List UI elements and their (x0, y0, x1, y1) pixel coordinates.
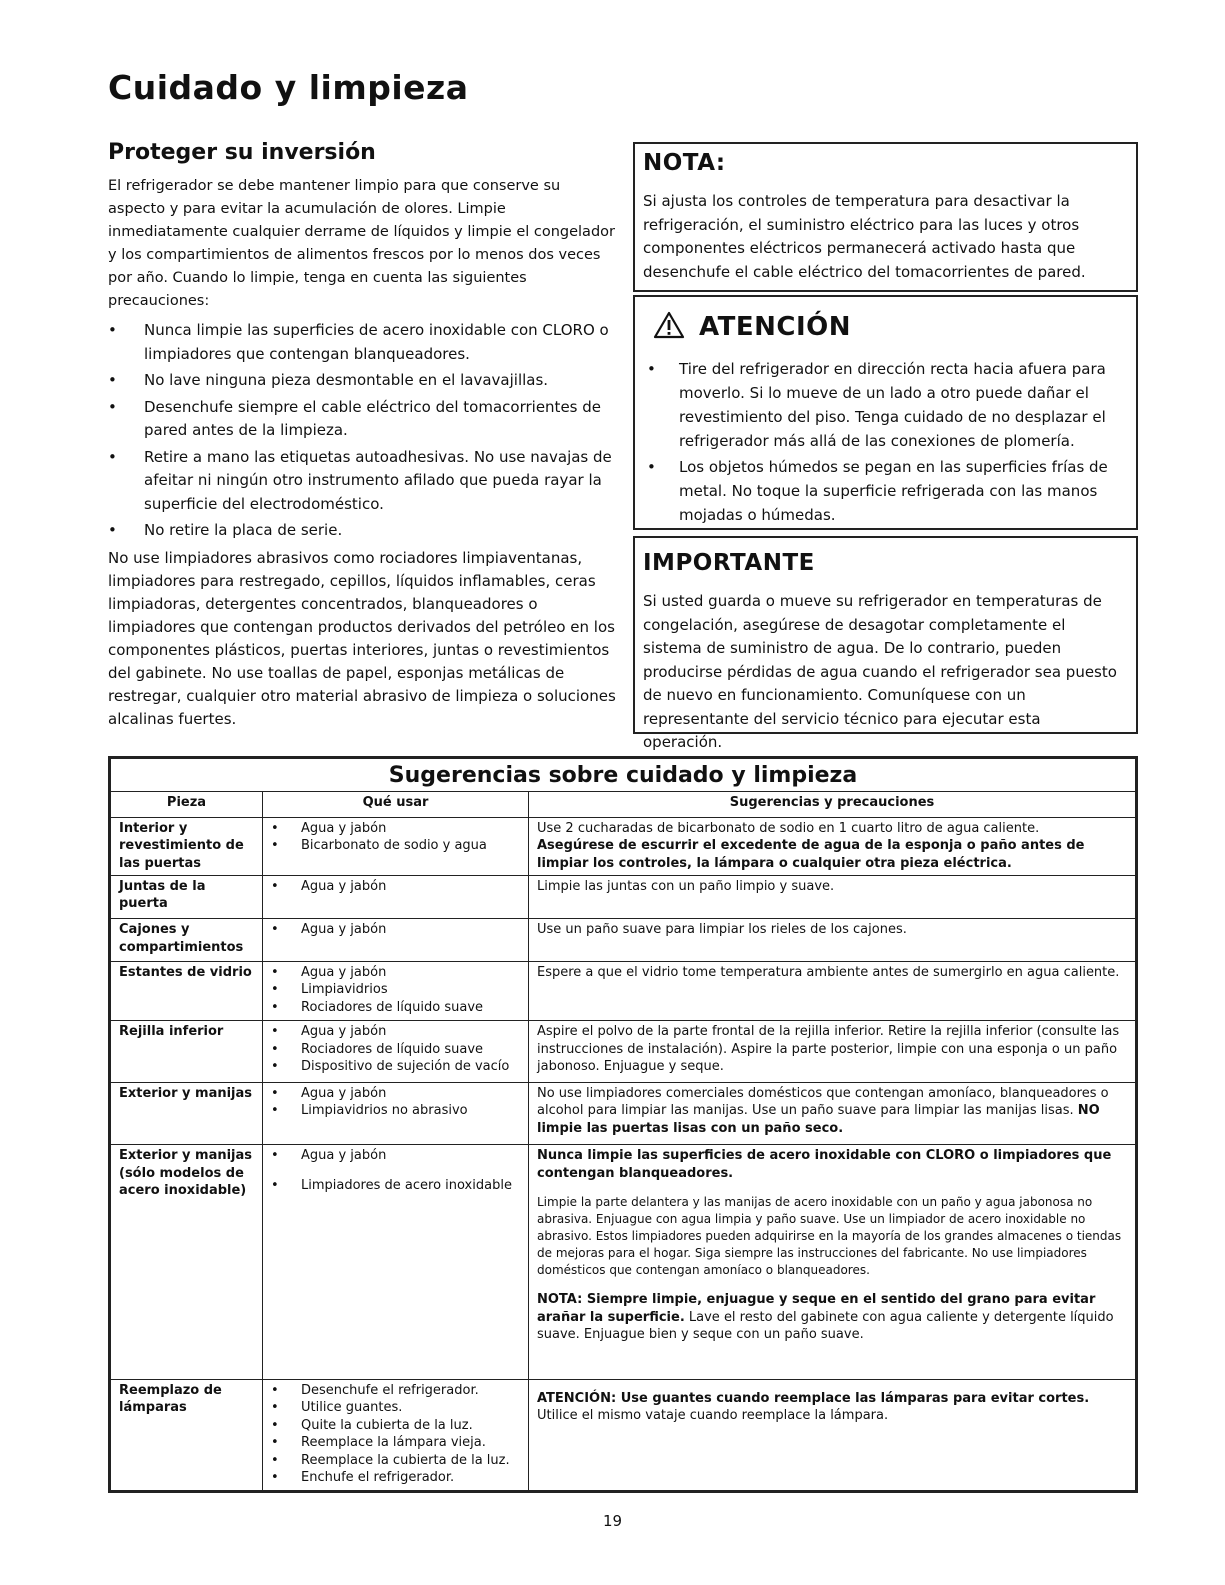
nota-box (633, 142, 1138, 292)
list-item: • Desenchufe el refrigerador. (271, 1382, 520, 1400)
tip-text: Use 2 cucharadas de bicarbonato de sodio en 1 cuarto litro de agua caliente. (537, 820, 1040, 836)
use-cell (263, 961, 529, 1021)
table-row (111, 817, 1136, 875)
abrasive-warning-text: No use limpiadores abrasivos como rociadores limpiaventanas, limpiadores para restregado, cepillos, líquidos inflamables, ceras limpiadoras, detergentes concentrados, blanqueadores o limpiadores que contengan productos derivados del petróleo en los componentes plásticos, puertas interiores, juntas o revestimientos del gabinete. No use toallas de papel, esponjas metálicas de restregar, cualquier otro material abrasivo de limpieza o soluciones alcalinas fuertes. (108, 548, 616, 728)
tip-cell (529, 817, 1136, 875)
table-row (111, 875, 1136, 918)
tip-text: Use un paño suave para limpiar los rieles de los cajones. (537, 922, 907, 938)
list-item: • Limpiadores de acero inoxidable (271, 1177, 520, 1195)
list-item: • Agua y jabón (271, 878, 520, 896)
tip-note-bold: NOTA: Siempre limpie, enjuague y seque en el sentido del grano para evitar arañar la superficie. (537, 1292, 1096, 1325)
list-item: • Agua y jabón (271, 1085, 520, 1103)
tip-cell (529, 1082, 1136, 1145)
tip-cell (529, 919, 1136, 961)
part-cell: Cajones y compartimientos (111, 919, 263, 961)
tip-text: Espere a que el vidrio tome temperatura ambiente antes de sumergirlo en agua caliente. (537, 964, 1120, 980)
tip-bold-text: Asegúrese de escurrir el excedente de agua de la esponja o paño antes de limpiar los controles, la lámpara o cualquier otra pieza eléctrica. (537, 838, 1085, 871)
importante-box (633, 536, 1138, 751)
list-item: • No retire la placa de serie. (108, 519, 618, 543)
tip-text: No use limpiadores comerciales domésticos que contengan amoníaco, blanqueadores o alcohol para limpiar las manijas. Use un paño suave para limpiar las manijas lisas. (537, 1085, 1109, 1119)
tip-cell (529, 1145, 1136, 1379)
tip-cell (529, 1379, 1136, 1490)
list-item: • Agua y jabón (271, 820, 520, 838)
tip-cell (529, 961, 1136, 1021)
importante-title: IMPORTANTE (643, 550, 815, 576)
warning-triangle-icon (653, 311, 685, 343)
precaution-list (108, 319, 618, 543)
use-cell (263, 875, 529, 918)
protect-section (108, 140, 618, 731)
table-row (111, 919, 1136, 961)
care-table (108, 756, 1138, 1493)
list-item: • Utilice guantes. (271, 1399, 520, 1417)
part-cell: Juntas de la puerta (111, 875, 263, 918)
table-row (111, 961, 1136, 1021)
tip-text: Aspire el polvo de la parte frontal de la rejilla inferior. Retire la rejilla inferior (consulte las instrucciones de instalación). Aspire la parte posterior, limpie con una esponja o un paño jabonoso. Enjuague y seque. (537, 1024, 1120, 1075)
table-title: Sugerencias sobre cuidado y limpieza (111, 759, 1136, 792)
list-item: • Reemplace la lámpara vieja. (271, 1434, 520, 1452)
use-cell (263, 1379, 529, 1490)
part-cell: Reemplazo de lámparas (111, 1379, 263, 1490)
list-item: • Quite la cubierta de la luz. (271, 1417, 520, 1435)
nota-text: Si ajusta los controles de temperatura para desactivar la refrigeración, el suministro eléctrico para las luces y otros componentes eléctricos permanecerá activado hasta que desenchufe el cable eléctrico del tomacorrientes de pared. (643, 192, 1086, 281)
nota-title: NOTA: (643, 150, 726, 176)
section-title: Proteger su inversión (108, 140, 376, 165)
part-cell: Exterior y manijas (sólo modelos de acero inoxidable) (111, 1145, 263, 1379)
tip-text: Utilice el mismo vataje cuando reemplace la lámpara. (537, 1408, 889, 1424)
list-item: • Dispositivo de sujeción de vacío (271, 1058, 520, 1076)
tip-head-text: ATENCIÓN: Use guantes cuando reemplace las lámparas para evitar cortes. (537, 1390, 1090, 1406)
tip-bold-text: NO limpie las puertas lisas con un paño seco. (537, 1103, 1100, 1136)
part-cell: Interior y revestimiento de las puertas (111, 817, 263, 875)
list-item: • Desenchufe siempre el cable eléctrico del tomacorrientes de pared antes de la limpieza. (108, 396, 618, 443)
part-cell: Estantes de vidrio (111, 961, 263, 1021)
list-item: • Tire del refrigerador en dirección recta hacia afuera para moverlo. Si lo mueve de un lado a otro puede dañar el revestimiento del piso. Tenga cuidado de no desplazar el refrigerador más allá de las conexiones de plomería. (643, 357, 1124, 453)
part-cell: Rejilla inferior (111, 1021, 263, 1083)
list-item: • Agua y jabón (271, 964, 520, 982)
tip-text: Limpie las juntas con un paño limpio y suave. (537, 878, 835, 894)
use-cell (263, 919, 529, 961)
table-row (111, 1082, 1136, 1145)
tip-note (537, 1291, 1127, 1344)
list-item: • Rociadores de líquido suave (271, 1041, 520, 1059)
table-row (111, 1145, 1136, 1379)
list-item: • Agua y jabón (271, 1147, 520, 1165)
list-item: • Bicarbonato de sodio y agua (271, 837, 520, 855)
list-item: • Los objetos húmedos se pegan en las superficies frías de metal. No toque la superficie refrigerada con las manos mojadas o húmedas. (643, 455, 1124, 527)
list-item: • Limpiavidrios no abrasivo (271, 1102, 520, 1120)
list-item: • Rociadores de líquido suave (271, 999, 520, 1017)
list-item: • Agua y jabón (271, 921, 520, 939)
list-item: • Agua y jabón (271, 1023, 520, 1041)
use-cell (263, 1082, 529, 1145)
list-item: • Limpiavidrios (271, 981, 520, 999)
use-cell (263, 1145, 529, 1379)
tip-text: Limpie la parte delantera y las manijas de acero inoxidable con un paño y agua jabonosa no abrasiva. Enjuague con agua limpia y paño suave. Use un limpiador de acero inoxidable no abrasivo. Estos limpiadores pueden adquirirse en la mayoría de los grandes almacenes o tiendas de mejoras para el hogar. Siga siempre las instrucciones del fabricante. No use limpiadores domésticos que contengan amoníaco o blanqueadores. (537, 1195, 1122, 1278)
page-title: Cuidado y limpieza (108, 68, 469, 107)
atencion-box (633, 295, 1138, 530)
page-number: 19 (602, 1512, 623, 1530)
tip-cell (529, 875, 1136, 918)
tip-head-text: Nunca limpie las superficies de acero inoxidable con CLORO o limpiadores que contengan blanqueadores. (537, 1148, 1112, 1181)
list-item: • Reemplace la cubierta de la luz. (271, 1452, 520, 1470)
intro-text: El refrigerador se debe mantener limpio para que conserve su aspecto y para evitar la acumulación de olores. Limpie inmediatamente cualquier derrame de líquidos y limpie el congelador y los compartimientos de alimentos frescos por lo menos dos veces por año. Cuando lo limpie, tenga en cuenta las siguientes precauciones: (108, 178, 615, 309)
list-item: • No lave ninguna pieza desmontable en el lavavajillas. (108, 369, 618, 393)
list-item: • Retire a mano las etiquetas autoadhesivas. No use navajas de afeitar ni ningún otro instrumento afilado que pueda rayar la superficie del electrodoméstico. (108, 446, 618, 517)
table-row (111, 1379, 1136, 1490)
use-cell (263, 1021, 529, 1083)
importante-text: Si usted guarda o mueve su refrigerador en temperaturas de congelación, asegúrese de desagotar completamente el sistema de suministro de agua. De lo contrario, pueden producirse pérdidas de agua cuando el refrigerador sea puesto de nuevo en funcionamiento. Comuníquese con un representante del servicio técnico para ejecutar esta operación. (643, 592, 1117, 751)
list-item: • Enchufe el refrigerador. (271, 1469, 520, 1487)
column-header: Sugerencias y precauciones (529, 792, 1136, 817)
part-cell: Exterior y manijas (111, 1082, 263, 1145)
tip-cell (529, 1021, 1136, 1083)
column-header: Qué usar (263, 792, 529, 817)
column-header: Pieza (111, 792, 263, 817)
tip-note-text: Lave el resto del gabinete con agua caliente y detergente líquido suave. Enjuague bien y seque con un paño suave. (537, 1309, 1114, 1343)
list-item: • Nunca limpie las superficies de acero inoxidable con CLORO o limpiadores que contengan blanqueadores. (108, 319, 618, 366)
table-row (111, 1021, 1136, 1083)
use-cell (263, 817, 529, 875)
atencion-title: ATENCIÓN (699, 312, 851, 342)
